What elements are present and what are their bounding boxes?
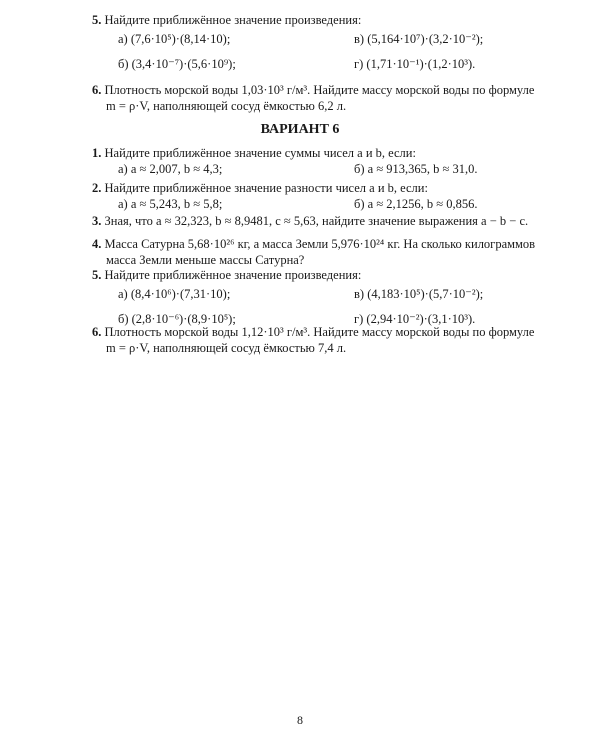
task-number: 5. [92,268,102,282]
option-b: б) (3,4·10⁻⁷)·(5,6·10⁹); [118,57,236,71]
option-a: а) (7,6·10⁵)·(8,14·10); [118,32,231,46]
task-text-line1: Масса Сатурна 5,68·10²⁶ кг, а масса Земли 5,976·10²⁴ кг. На сколько килограммов [104,237,536,251]
option-v: в) (4,183·10⁵)·(5,7·10⁻²); [354,287,484,301]
task-number: 2. [92,181,102,195]
task-text: Найдите приближённое значение произведения: [104,268,362,282]
variant-task-1 [92,145,532,177]
option-g: г) (2,94·10⁻²)·(3,1·10³). [354,312,476,326]
option-b: б) a ≈ 913,365, b ≈ 31,0. [354,162,478,176]
page-number: 8 [297,713,303,727]
variant-title: ВАРИАНТ 6 [260,122,340,137]
task-text-line2: масса Земли меньше массы Сатурна? [106,253,305,267]
task-number: 6. [92,325,102,339]
option-g: г) (1,71·10⁻¹)·(1,2·10³). [354,57,476,71]
task-number: 3. [92,214,102,228]
option-b: б) a ≈ 2,1256, b ≈ 0,856. [354,197,478,211]
variant-task-4 [92,236,536,268]
task-text: Зная, что a ≈ 32,323, b ≈ 8,9481, c ≈ 5,63, найдите значение выражения a − b − c. [104,214,529,228]
top-task-5 [92,12,532,72]
task-number: 4. [92,237,102,251]
variant-task-5 [92,267,532,327]
task-text-line2: m = ρ·V, наполняющей сосуд ёмкостью 7,4 л. [106,341,347,355]
task-text-line1: Плотность морской воды 1,03·10³ г/м³. Найдите массу морской воды по формуле [104,83,535,97]
task-number: 6. [92,83,102,97]
option-a: а) a ≈ 5,243, b ≈ 5,8; [118,197,223,211]
top-task-6 [92,82,535,114]
task-text: Найдите приближённое значение разности чисел a и b, если: [104,181,428,195]
option-b: б) (2,8·10⁻⁶)·(8,9·10⁵); [118,312,236,326]
task-text-line1: Плотность морской воды 1,12·10³ г/м³. Найдите массу морской воды по формуле [104,325,535,339]
task-text: Найдите приближённое значение произведения: [104,13,362,27]
variant-task-3 [92,213,532,229]
task-text: Найдите приближённое значение суммы чисел a и b, если: [104,146,416,160]
task-number: 5. [92,13,102,27]
option-v: в) (5,164·10⁷)·(3,2·10⁻²); [354,32,484,46]
variant-task-2 [92,180,532,212]
option-a: а) a ≈ 2,007, b ≈ 4,3; [118,162,223,176]
task-text-line2: m = ρ·V, наполняющей сосуд ёмкостью 6,2 л. [106,99,347,113]
option-a: а) (8,4·10⁶)·(7,31·10); [118,287,231,301]
task-number: 1. [92,146,102,160]
variant-task-6 [92,324,535,356]
